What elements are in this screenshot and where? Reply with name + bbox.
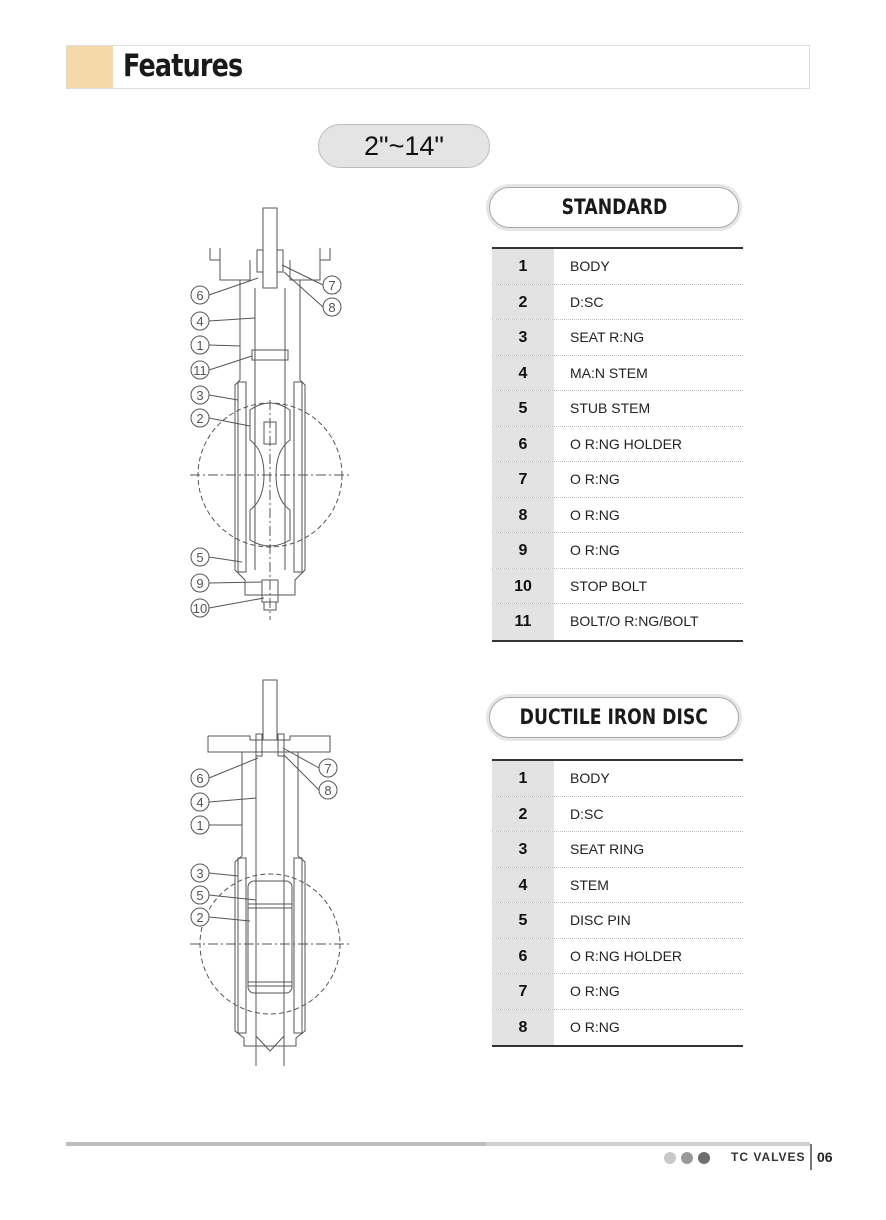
- footer-rule: [66, 1142, 810, 1146]
- part-name: O R:NG HOLDER: [570, 435, 683, 452]
- footer-dots: [664, 1151, 715, 1169]
- part-number: 6: [492, 939, 554, 974]
- callout-label: 5: [196, 888, 204, 903]
- part-name: O R:NG: [570, 1018, 620, 1035]
- standard-title: STANDARD: [561, 195, 667, 219]
- table-row: [492, 462, 743, 498]
- part-name: O R:NG: [570, 506, 620, 523]
- footer-dot-icon: [698, 1152, 710, 1164]
- table-row: [492, 1010, 743, 1046]
- table-row: [492, 903, 743, 939]
- part-number: 6: [492, 427, 554, 462]
- table-row: [492, 797, 743, 833]
- callout-label: 2: [196, 411, 204, 426]
- ductile-valve-drawing: [180, 676, 370, 1076]
- header-accent: [67, 46, 113, 88]
- part-name: O R:NG HOLDER: [570, 947, 683, 964]
- callout-label: 4: [196, 314, 204, 329]
- callout-label: 7: [328, 278, 336, 293]
- standard-parts-table: [492, 247, 743, 642]
- standard-title-pill: [486, 184, 742, 231]
- callout-label: 11: [193, 363, 207, 378]
- callout-label: 9: [196, 576, 204, 591]
- part-name: D:SC: [570, 293, 604, 310]
- ductile-title: DUCTILE IRON DISC: [519, 705, 709, 729]
- standard-valve-drawing: [180, 200, 370, 630]
- section-header: [66, 45, 810, 89]
- callout-label: 5: [196, 550, 204, 565]
- table-row: [492, 285, 743, 321]
- table-row: [492, 498, 743, 534]
- part-number: 4: [492, 356, 554, 391]
- callout-label: 7: [324, 761, 332, 776]
- part-number: 1: [492, 761, 554, 796]
- table-row: [492, 249, 743, 285]
- table-row: [492, 604, 743, 640]
- table-row: [492, 569, 743, 605]
- footer-dot-icon: [664, 1152, 676, 1164]
- table-row: [492, 939, 743, 975]
- callout-label: 10: [192, 601, 208, 616]
- size-range-badge: 2"~14": [318, 124, 490, 168]
- table-row: [492, 320, 743, 356]
- part-name: O R:NG: [570, 542, 620, 558]
- part-number: 4: [492, 868, 554, 903]
- part-name: O R:NG: [570, 983, 620, 999]
- part-name: D:SC: [570, 805, 604, 822]
- table-row: [492, 832, 743, 868]
- callout-label: 2: [196, 910, 204, 925]
- part-name: BODY: [570, 258, 610, 274]
- ductile-title-pill: [486, 694, 742, 741]
- table-row: [492, 427, 743, 463]
- table-row: [492, 533, 743, 569]
- part-number: 2: [492, 797, 554, 832]
- part-number: 11: [492, 604, 554, 640]
- part-name: STOP BOLT: [570, 577, 648, 594]
- part-number: 5: [492, 391, 554, 426]
- callout-label: 4: [196, 795, 204, 810]
- part-number: 9: [492, 533, 554, 568]
- table-row: [492, 761, 743, 797]
- part-number: 8: [492, 1010, 554, 1046]
- footer-divider: [810, 1144, 812, 1170]
- callout-label: 3: [196, 388, 204, 403]
- table-row: [492, 974, 743, 1010]
- part-number: 3: [492, 832, 554, 867]
- part-number: 10: [492, 569, 554, 604]
- part-name: STUB STEM: [570, 400, 651, 416]
- part-number: 3: [492, 320, 554, 355]
- part-number: 7: [492, 462, 554, 497]
- part-number: 1: [492, 249, 554, 284]
- table-row: [492, 356, 743, 392]
- part-number: 7: [492, 974, 554, 1009]
- table-row: [492, 391, 743, 427]
- part-name: SEAT RING: [570, 841, 645, 857]
- page-number: 06: [817, 1149, 833, 1165]
- callout-label: 8: [328, 300, 336, 315]
- part-name: BOLT/O R:NG/BOLT: [570, 613, 699, 629]
- callout-label: 1: [196, 338, 204, 353]
- part-name: BODY: [570, 770, 610, 786]
- callout-label: 6: [196, 288, 204, 303]
- footer-dot-icon: [681, 1152, 693, 1164]
- part-name: MA:N STEM: [570, 364, 648, 381]
- part-name: SEAT R:NG: [570, 329, 645, 345]
- part-number: 8: [492, 498, 554, 533]
- part-name: DISC PIN: [570, 912, 631, 928]
- footer-brand: TC VALVES: [731, 1150, 806, 1164]
- ductile-parts-table: [492, 759, 743, 1047]
- callout-label: 1: [196, 818, 204, 833]
- part-name: STEM: [570, 876, 609, 893]
- callout-label: 3: [196, 866, 204, 881]
- callout-label: 6: [196, 771, 204, 786]
- part-name: O R:NG: [570, 471, 620, 487]
- part-number: 5: [492, 903, 554, 938]
- table-row: [492, 868, 743, 904]
- page-title: Features: [123, 48, 243, 84]
- callout-label: 8: [324, 783, 332, 798]
- part-number: 2: [492, 285, 554, 320]
